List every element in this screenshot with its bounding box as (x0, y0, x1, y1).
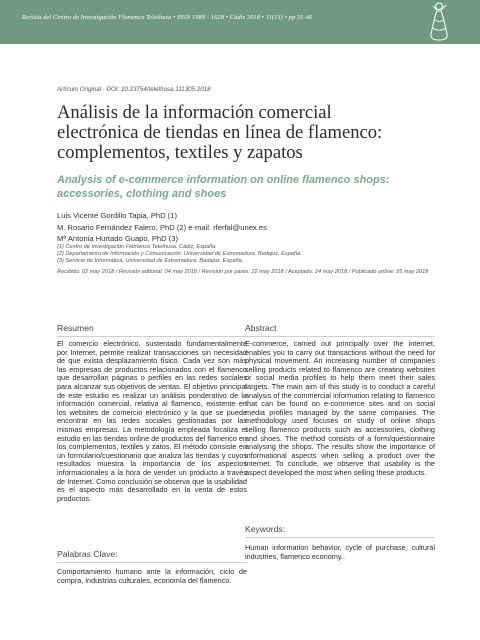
affiliation: (2) Departamento de Información y Comunicación. Universidad de Extremadura. Badajoz, España. (57, 251, 302, 257)
publication-dates: Recibido: 02 may 2018 / Revisión editorial: 04 may 2018 / Revisión por pares: 22 may 2018 / Aceptado: 24 may 2018 / Publicado online: 25 may 2018 (57, 269, 429, 275)
keywords-rule (245, 537, 435, 538)
keywords-heading: Keywords: (245, 524, 286, 534)
journal-citation: Revista del Centro de Investigación Flamenco Telethusa • ISSN 1989 - 1628 • Cádiz 2018 • 11(13) • pp 31-46 (22, 14, 313, 21)
abstract-rule (245, 336, 435, 337)
affiliation: (1) Centro de Investigación Flamenco Telethusa. Cádiz, España. (57, 244, 217, 250)
author: M. Rosario Fernández Falero, PhD (2) e-mail: rferfal@unex.es (57, 222, 267, 232)
palabras-clave-heading: Palabras Clave: (57, 549, 118, 559)
article-title: Análisis de la información comercial electrónica de tiendas en línea de flamenco: complementos, textiles y zapatos (57, 102, 383, 163)
resumen-text: El comercio electrónico, sustentado fundamentalmente por Internet, permite realizar transacciones sin necesidad de que exista desplazamiento físico. Cada vez son más las empresas de productos relacionados con el flamenco que desarrollan páginas o perfiles en las redes sociales para alcanzar sus objetivos de ventas. El objetivo principal de este estudio es realizar un análisis ponderativo de la información comercial, relativa al flamenco, existente en los websites de comercio electrónico y la que se puede encontrar en las redes sociales gestionadas por las mismas empresas. La metodología empleada focaliza el estudio en las tiendas online de productos del flamenco en los complementos, textiles y zatos. El método consiste en un formulario/cuestionario que analiza las tiendas y cuyos resultados muestra la importancia de los aspectos informacionales a la hora de vender un producto a través de Internet. Como conclusión se observa que la usabilidad es el aspecto más desarrollado en la venta de estos productos. (57, 339, 247, 503)
keywords-text: Human information behavior, cycle of purchase, cultural industries, flamenco economy.. (245, 543, 435, 561)
affiliation: (3) Servicio de Informática, Universidad de Extremadura. Badajoz, España. (57, 258, 244, 264)
article-subtitle-english: Analysis of e-commerce information on online flamenco shops: accessories, clothing and shoes (57, 174, 390, 200)
journal-header (0, 0, 480, 44)
palabras-clave-rule (57, 562, 247, 563)
resumen-heading: Resumen (57, 323, 94, 333)
author: Luis Vicente Gordillo Tapia, PhD (1) (57, 211, 178, 220)
affiliation-list (57, 244, 302, 265)
resumen-rule (57, 336, 247, 337)
article-type-doi: Artículo Original · DOI: 10.23754/telethusa.111305.2018 (57, 86, 211, 93)
abstract-heading: Abstract (245, 323, 277, 333)
palabras-clave-text: Comportamiento humano ante la información, ciclo de compra, industrias culturales, economía del flamenco. (57, 567, 247, 585)
dancer-logo-icon (424, 0, 454, 44)
author: Mª Antonia Hurtado Guapo, PhD (3) (57, 234, 178, 243)
abstract-text: E-commerce, carried out principally over the internet, enables you to carry out transactions without the need for physical movement. An increasing number of companies selling products related to flamenco are creating websites or social media profiles to help them meet their sales targets. The main aim of this study is to conduct a careful analysis of the commercial information relating to flamenco that can be found on e-commerce sites and on social media profiles managed by the same companies. The methodology used focuses on study of online shops selling flamenco products such as accessories, clothing and shoes. The method consists of a form/questionnaire analysing the shops. The results show the importance of informational aspects when selling a product over the internet. To conclude, we observe that usability is the aspect developed the most when selling these products. (245, 339, 435, 477)
author-list (57, 210, 267, 245)
